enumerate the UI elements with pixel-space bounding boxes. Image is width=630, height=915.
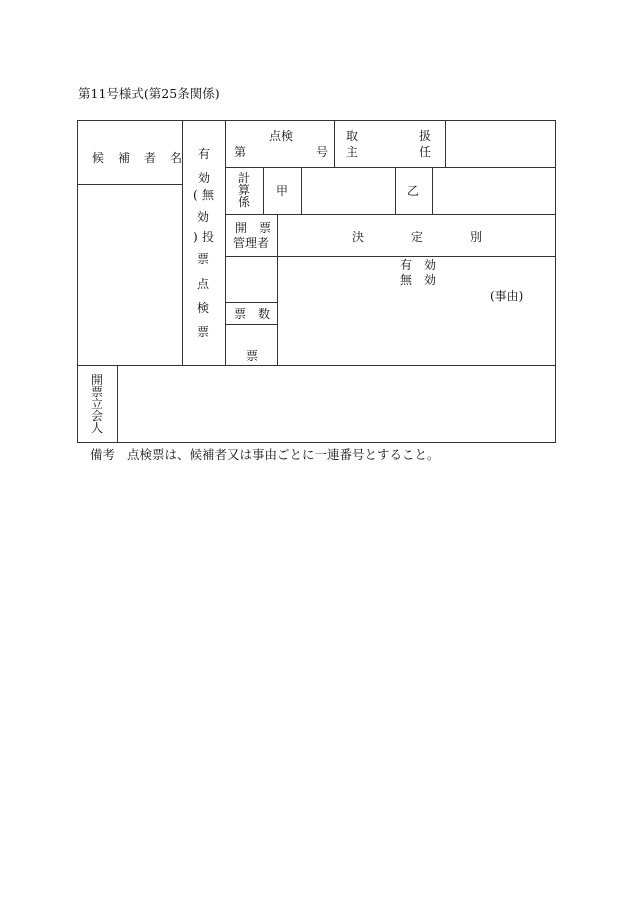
manager-line2: 管理者	[233, 236, 270, 250]
witness-char-2: 票	[91, 385, 104, 399]
handler-atsukai: 扱	[419, 129, 432, 143]
witness-char-4: 会	[91, 409, 104, 423]
result-invalid: 無 効	[400, 273, 437, 287]
ballot-count-label: 票 数	[234, 307, 271, 321]
manager-line1: 開 票	[235, 221, 272, 235]
divider-witness	[117, 365, 118, 442]
char-ken: 検	[197, 301, 210, 315]
divider-counter-b	[432, 167, 433, 214]
table-border-right	[555, 120, 556, 443]
remark-label: 備考	[90, 447, 116, 462]
char-hyo2: 票	[197, 325, 210, 339]
divider-row-1	[225, 167, 555, 168]
divider-row-3	[225, 256, 555, 257]
divider-manager	[277, 214, 278, 365]
paren-open: (	[193, 188, 198, 202]
handler-nin: 任	[419, 145, 432, 159]
handler-tori: 取	[346, 129, 359, 143]
witness-char-5: 人	[91, 421, 104, 435]
char-to: 投	[202, 230, 215, 244]
ballot-count-unit: 票	[246, 349, 259, 363]
inspection-label: 点検	[269, 129, 294, 143]
handler-shu: 主	[346, 145, 359, 159]
char-ko: 効	[197, 210, 210, 224]
remark	[90, 445, 440, 463]
result-reason: (事由)	[490, 289, 524, 303]
remark-text: 点検票は、候補者又は事由ごとに一連番号とすること。	[127, 447, 440, 462]
divider-row-witness	[77, 365, 556, 366]
divider-counter-a-field	[395, 167, 396, 214]
counter-kakari: 係	[238, 195, 251, 209]
counter-san: 算	[238, 183, 251, 197]
decision-betsu: 別	[470, 230, 483, 244]
divider-row-5	[225, 324, 277, 325]
char-hyo: 票	[197, 252, 210, 266]
divider-row-2	[225, 214, 555, 215]
table-border-bottom	[77, 442, 556, 443]
counter-otsu-label: 乙	[407, 184, 420, 198]
paren-close: )	[193, 230, 198, 244]
char-ten: 点	[197, 277, 210, 291]
divider-candidate	[77, 184, 182, 185]
inspection-go: 号	[316, 145, 329, 159]
table-border-top	[77, 120, 556, 121]
divider-inspection	[334, 120, 335, 167]
witness-char-3: 立	[91, 397, 104, 411]
decision-tei: 定	[411, 230, 424, 244]
counter-ko-label: 甲	[276, 184, 289, 198]
inspection-dai: 第	[234, 145, 247, 159]
table-border-left	[77, 120, 78, 443]
char: 有	[197, 147, 210, 161]
counter-kei: 計	[238, 171, 251, 185]
divider-counter-a	[301, 167, 302, 214]
divider-counter-label	[263, 167, 264, 214]
decision-ketsu: 決	[352, 230, 365, 244]
form-title: 第11号様式(第25条関係)	[78, 86, 220, 101]
divider-col-2	[225, 120, 226, 365]
candidate-name-label: 候 補 者 名	[92, 151, 184, 165]
divider-handler	[445, 120, 446, 167]
divider-row-4	[225, 302, 277, 303]
char: 効	[197, 171, 210, 185]
char-mu: 無	[202, 188, 215, 202]
ballot-check-vertical-label	[197, 148, 211, 186]
witness-char-1: 開	[91, 373, 104, 387]
result-valid: 有 効	[400, 258, 437, 272]
